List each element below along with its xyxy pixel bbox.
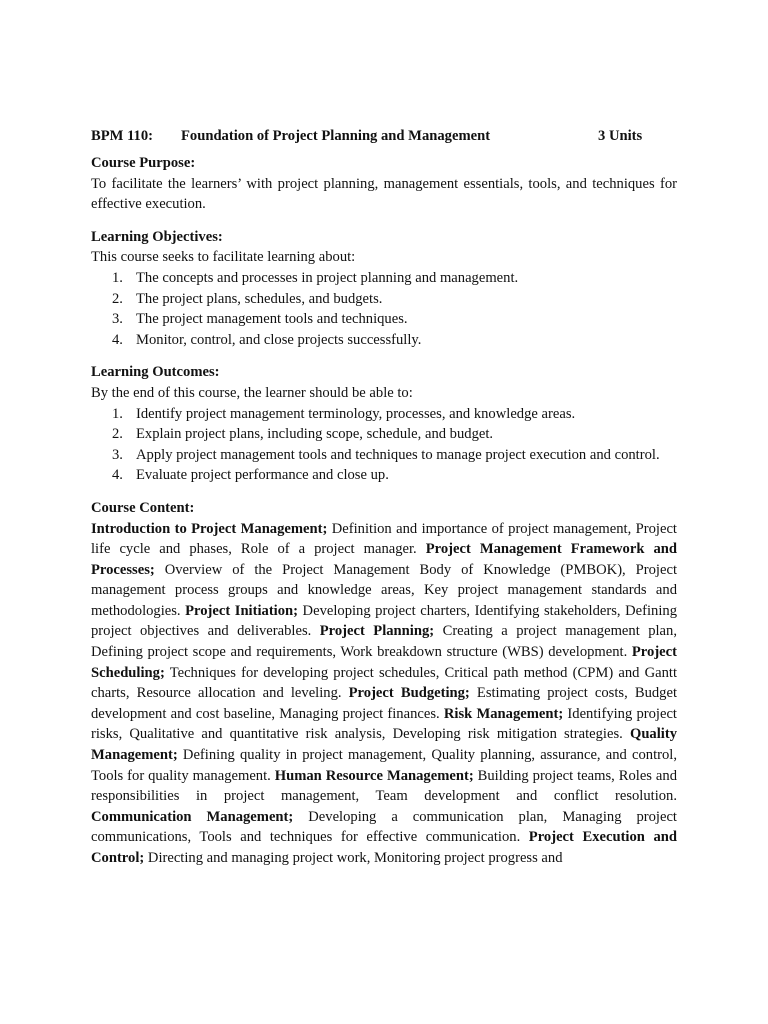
list-item xyxy=(91,268,677,289)
topic-title: Project Execution and Control; xyxy=(91,829,678,866)
topic-title: Communication Management; xyxy=(91,808,294,825)
list-item-text: Monitor, control, and close projects successfully. xyxy=(136,331,422,348)
list-item-number: 2. xyxy=(112,426,123,443)
topic-description: Techniques for developing project schedules, Critical path method (CPM) and Gantt charts, Resource allocation and leveling. xyxy=(91,664,677,702)
topic-description: Defining quality in project management, Quality planning, assurance, and control, Tools for quality management. xyxy=(91,747,677,784)
topic-description: Definition and importance of project management, Project life cycle and phases, Role of a project manager. xyxy=(91,520,677,558)
topic-description: Overview of the Project Management Body of Knowledge (PMBOK), Project management process groups and knowledge areas, Key project management standards and methodologies. xyxy=(91,561,677,619)
course-title-row xyxy=(91,126,677,146)
topic-description: Creating a project management plan, Defining project scope and requirements, Work breakdown structure (WBS) development. xyxy=(91,623,677,661)
course-purpose-text: To facilitate the learners’ with project planning, management essentials, tools, and techniques for effective execution. xyxy=(91,175,677,213)
list-item-text: Identify project management terminology, processes, and knowledge areas. xyxy=(136,405,576,422)
list-item-text: Explain project plans, including scope, schedule, and budget. xyxy=(136,426,494,443)
list-item xyxy=(91,330,677,351)
learning-objectives-intro: This course seeks to facilitate learning about: xyxy=(91,249,356,266)
topic-title: Human Resource Management; xyxy=(274,767,474,784)
course-code: BPM 110: xyxy=(91,128,154,144)
topic-title: Introduction to Project Management; xyxy=(91,520,328,537)
topic-description: Estimating project costs, Budget development and cost baseline, Managing project finances. xyxy=(91,685,677,722)
list-item-number: 2. xyxy=(112,290,123,307)
learning-outcomes-list xyxy=(91,404,677,486)
list-item-number: 1. xyxy=(112,269,123,286)
topic-description: Identifying project risks, Qualitative and quantitative risk analysis, Developing risk mitigation strategies. xyxy=(91,705,677,743)
topic-title: Project Management Framework and Processes; xyxy=(91,541,677,578)
course-content-heading: Course Content: xyxy=(91,499,195,516)
learning-outcomes-heading: Learning Outcomes: xyxy=(91,364,220,381)
course-units: 3 Units xyxy=(598,128,643,144)
course-purpose-heading: Course Purpose: xyxy=(91,155,196,171)
learning-objectives-list xyxy=(91,268,677,350)
topic-title: Project Budgeting; xyxy=(348,685,470,702)
list-item-text: Apply project management tools and techniques to manage project execution and control. xyxy=(136,446,660,463)
list-item-number: 1. xyxy=(112,405,123,422)
list-item-number: 3. xyxy=(112,446,123,463)
list-item-number: 3. xyxy=(112,311,123,328)
course-content-paragraph xyxy=(91,519,677,869)
list-item-number: 4. xyxy=(112,467,123,484)
list-item-text: The project plans, schedules, and budgets. xyxy=(136,290,383,307)
list-item-text: The concepts and processes in project planning and management. xyxy=(136,269,519,286)
learning-outcomes-intro: By the end of this course, the learner should be able to: xyxy=(91,384,413,401)
topic-description: Developing project charters, Identifying stakeholders, Defining project objectives and deliverables. xyxy=(91,602,677,640)
list-item-text: The project management tools and techniques. xyxy=(136,311,408,328)
list-item xyxy=(91,404,677,425)
topic-title: Project Initiation; xyxy=(185,602,299,619)
topic-title: Project Scheduling; xyxy=(91,644,677,681)
topic-description: Directing and managing project work, Monitoring project progress and xyxy=(144,850,563,866)
course-name: Foundation of Project Planning and Management xyxy=(181,128,491,144)
topic-title: Risk Management; xyxy=(443,705,564,722)
learning-objectives-heading: Learning Objectives: xyxy=(91,228,223,245)
list-item-text: Evaluate project performance and close up. xyxy=(136,467,389,484)
topic-title: Project Planning; xyxy=(319,623,435,640)
topic-description: Building project teams, Roles and responsibilities in project management, Team development and conflict resolution. xyxy=(91,767,677,805)
document-page xyxy=(91,126,677,869)
list-item xyxy=(91,445,677,466)
topic-description: Developing a communication plan, Managing project communications, Tools and techniques for effective communication. xyxy=(91,808,677,846)
list-item-number: 4. xyxy=(112,331,123,348)
list-item xyxy=(91,465,677,486)
list-item xyxy=(91,289,677,310)
list-item xyxy=(91,424,677,445)
topic-title: Quality Management; xyxy=(91,726,677,764)
list-item xyxy=(91,309,677,330)
